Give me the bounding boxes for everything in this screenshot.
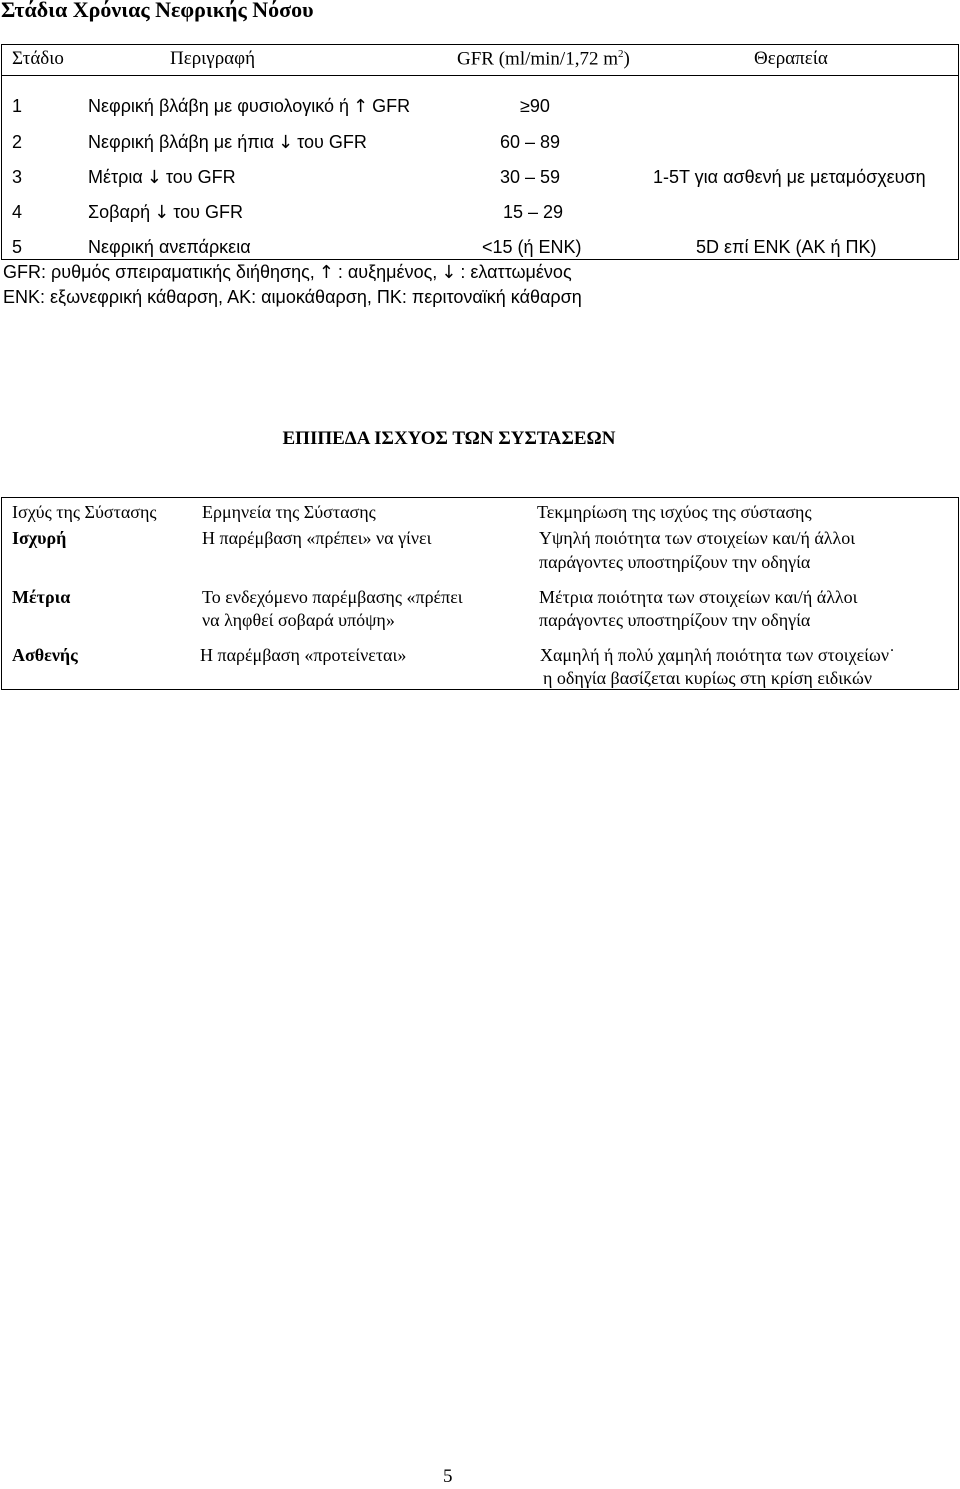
stage-therapy: 1-5T για ασθενή με μεταμόσχευση [653,167,926,187]
strength-label: Ασθενής [12,645,78,665]
notes-line-2: ΕΝΚ: εξωνεφρική κάθαρση, ΑΚ: αιμοκάθαρση, ΠΚ: περιτοναϊκή κάθαρση [3,287,582,307]
stage-gfr: 60 – 89 [500,132,561,152]
interpretation-line: Το ενδεχόμενο παρέμβασης «πρέπει [202,587,463,607]
header-gfr-text: GFR (ml/min/1,72 m [457,48,618,70]
arrow-down-icon: ↓ [441,262,457,283]
evidence-line: Μέτρια ποιότητα των στοιχείων και/ή άλλοι [539,587,858,607]
header-gfr-sup: 2 [618,48,624,60]
desc-text-tail: του GFR [173,202,243,222]
stage-number: 3 [12,167,23,187]
stage-gfr: ≥90 [520,96,550,116]
notes-gfr-text: GFR: ρυθμός σπειραματικής διήθησης, [3,262,315,282]
page-number: 5 [443,1466,453,1487]
header-strength: Ισχύς της Σύστασης [12,502,157,522]
header-stage: Στάδιο [12,48,64,69]
arrow-down-icon: ↓ [154,202,170,223]
header-divider [2,75,958,76]
stage-gfr: 30 – 59 [500,167,561,187]
arrow-up-icon: ↑ [353,96,369,117]
stage-gfr: <15 (ή ΕΝΚ) [482,237,582,257]
stage-description [88,96,410,117]
evidence-line: παράγοντες υποστηρίζουν την οδηγία [539,610,811,630]
evidence-line: Υψηλή ποιότητα των στοιχείων και/ή άλλοι [539,528,856,548]
desc-text-tail: GFR [372,96,411,116]
arrow-down-icon: ↓ [278,132,294,153]
page-title: Στάδια Χρόνιας Νεφρικής Νόσου [1,0,314,22]
stage-therapy: 5D επί ΕΝΚ (ΑΚ ή ΠΚ) [696,237,877,257]
header-interpretation: Ερμηνεία της Σύστασης [202,502,376,522]
stage-gfr: 15 – 29 [503,202,564,222]
header-evidence: Τεκμηρίωση της ισχύος της σύστασης [537,502,812,522]
arrow-up-icon: ↑ [318,262,334,283]
strength-label: Μέτρια [12,587,71,607]
evidence-line: παράγοντες υποστηρίζουν την οδηγία [539,552,811,572]
section-heading: ΕΠΙΠΕΔΑ ΙΣΧΥΟΣ ΤΩΝ ΣΥΣΤΑΣΕΩΝ [282,428,616,449]
interpretation-line: Η παρέμβαση «πρέπει» να γίνει [202,528,432,548]
interpretation-line: Η παρέμβαση «προτείνεται» [200,645,407,665]
recommendation-strength-table [1,497,959,690]
header-therapy: Θεραπεία [754,48,828,69]
stage-number: 4 [12,202,23,222]
notes-decreased-text: : ελαττωμένος [460,262,572,282]
stage-description [88,132,367,153]
notes-line-1 [3,262,572,283]
header-description: Περιγραφή [170,48,256,69]
ckd-stages-table [1,44,959,260]
desc-text-tail: του GFR [297,132,367,152]
desc-text: Νεφρική βλάβη με φυσιολογικό ή [88,96,350,116]
stage-description: Νεφρική ανεπάρκεια [88,237,251,257]
stage-number: 1 [12,96,23,116]
stage-number: 2 [12,132,23,152]
evidence-line: η οδηγία βασίζεται κυρίως στη κρίση ειδικών [543,668,872,688]
header-gfr-close: ) [623,48,630,70]
desc-text: Νεφρική βλάβη με ήπια [88,132,275,152]
stage-number: 5 [12,237,23,257]
stage-description [88,167,236,188]
interpretation-line: να ληφθεί σοβαρά υπόψη» [202,610,395,630]
strength-label: Ισχυρή [12,528,67,548]
stage-description [88,202,243,223]
header-gfr [457,48,630,70]
arrow-down-icon: ↓ [146,167,162,188]
desc-text-tail: του GFR [165,167,236,187]
desc-text: Μέτρια [88,167,143,187]
desc-text: Σοβαρή [88,202,151,222]
evidence-line: Χαμηλή ή πολύ χαμηλή ποιότητα των στοιχείων˙ [540,645,895,665]
notes-increased-text: : αυξημένος, [337,262,438,282]
